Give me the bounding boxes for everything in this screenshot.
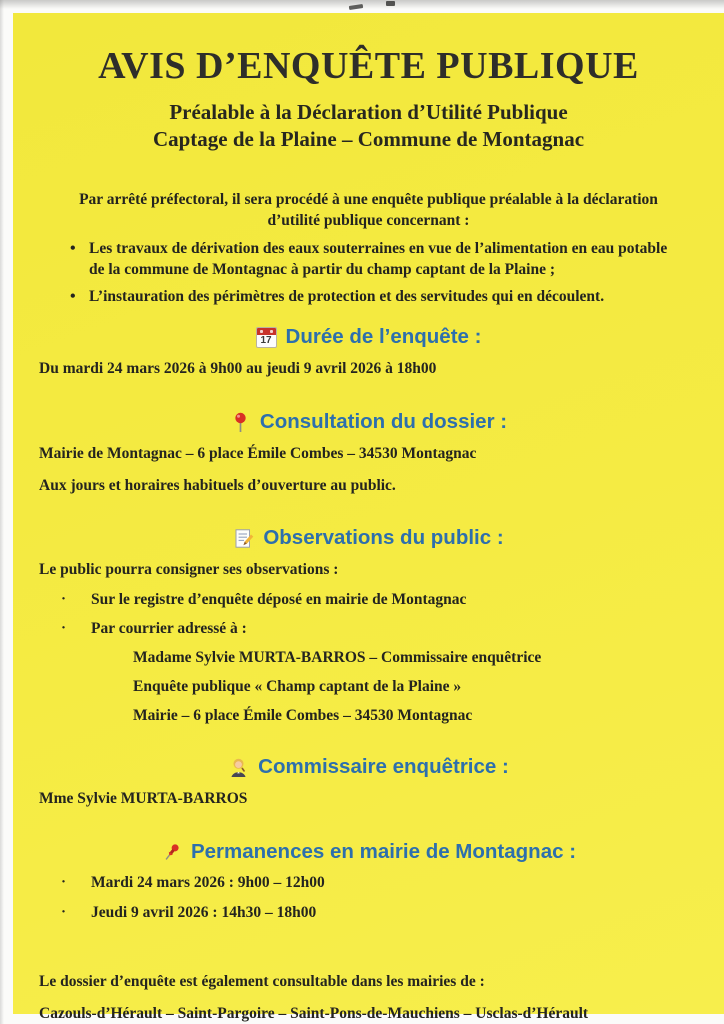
permanence-item (61, 903, 724, 923)
section-heading-label: Permanences en mairie de Montagnac : (190, 840, 577, 864)
section-heading-observations (13, 526, 724, 550)
scanner-left-shadow (0, 0, 4, 1024)
opening-hours-line: Aux jours et horaires habituels d’ouverture au public. (39, 477, 396, 495)
bullet-item: • L’instauration des périmètres de protection et des servitudes qui en découlent. (70, 287, 670, 308)
dot-marker: · (61, 590, 67, 607)
section-heading-commissaire (13, 755, 724, 779)
section-heading-permanences (13, 840, 724, 864)
section-heading-label: Durée de l’enquête : (285, 325, 482, 349)
dot-marker: · (61, 619, 67, 636)
observations-intro: Le public pourra consigner ses observations : (39, 561, 339, 579)
section-heading-duree (13, 325, 724, 349)
scan-artifact (349, 4, 363, 10)
permanence-item-label: Jeudi 9 avril 2026 : 14h30 – 18h00 (91, 903, 317, 921)
calendar-icon: 17 (256, 327, 277, 348)
permanence-item-label: Mardi 24 mars 2026 : 9h00 – 12h00 (91, 874, 325, 892)
public-notice-poster (13, 13, 724, 1022)
round-pushpin-icon (230, 412, 251, 433)
permanence-item (61, 873, 724, 893)
commissaire-name: Mme Sylvie MURTA-BARROS (39, 790, 248, 808)
memo-icon (233, 528, 254, 549)
intro-bullet-list (13, 239, 724, 308)
courier-address-line: Madame Sylvie MURTA-BARROS – Commissaire enquêtrice (133, 648, 542, 666)
observation-item (61, 590, 724, 610)
section-heading-consultation (13, 410, 724, 434)
section-heading-label: Consultation du dossier : (259, 410, 508, 434)
dot-marker: · (61, 874, 67, 891)
footer-line-2: Cazouls-d’Hérault – Saint-Pargoire – Saint-Pons-de-Mauchiens – Usclas-d’Hérault (39, 1004, 589, 1022)
page-title: AVIS D’ENQUÊTE PUBLIQUE (98, 45, 639, 87)
subtitle (13, 99, 724, 153)
woman-judge-icon (228, 757, 249, 778)
observation-item-label: Sur le registre d’enquête déposé en mairie de Montagnac (91, 590, 467, 608)
section-heading-label: Commissaire enquêtrice : (258, 755, 509, 779)
section-heading-label: Observations du public : (263, 526, 504, 550)
intro-paragraph: Par arrêté préfectoral, il sera procédé à une enquête publique préalable à la déclaration d’utilité publique concernant : (79, 190, 658, 229)
courier-address-line: Enquête publique « Champ captant de la Plaine » (133, 678, 462, 696)
observation-item-label: Par courrier adressé à : (91, 619, 247, 637)
dot-marker: · (61, 903, 67, 920)
subtitle-line-2: Captage de la Plaine – Commune de Montagnac (152, 126, 585, 151)
address-line: Mairie de Montagnac – 6 place Émile Combes – 34530 Montagnac (39, 445, 477, 463)
subtitle-line-1: Préalable à la Déclaration d’Utilité Publique (169, 99, 568, 124)
observation-item (61, 619, 724, 639)
duration-text: Du mardi 24 mars 2026 à 9h00 au jeudi 9 avril 2026 à 18h00 (39, 360, 437, 378)
footer-line-1: Le dossier d’enquête est également consultable dans les mairies de : (39, 972, 485, 990)
courier-address-line: Mairie – 6 place Émile Combes – 34530 Montagnac (133, 707, 473, 725)
scan-artifact (386, 1, 395, 6)
pushpin-icon (161, 842, 182, 863)
footer (13, 972, 724, 1024)
bullet-item: • Les travaux de dérivation des eaux souterraines en vue de l’alimentation en eau potable de la commune de Montagnac à partir du champ captant de la Plaine ; (70, 239, 670, 281)
